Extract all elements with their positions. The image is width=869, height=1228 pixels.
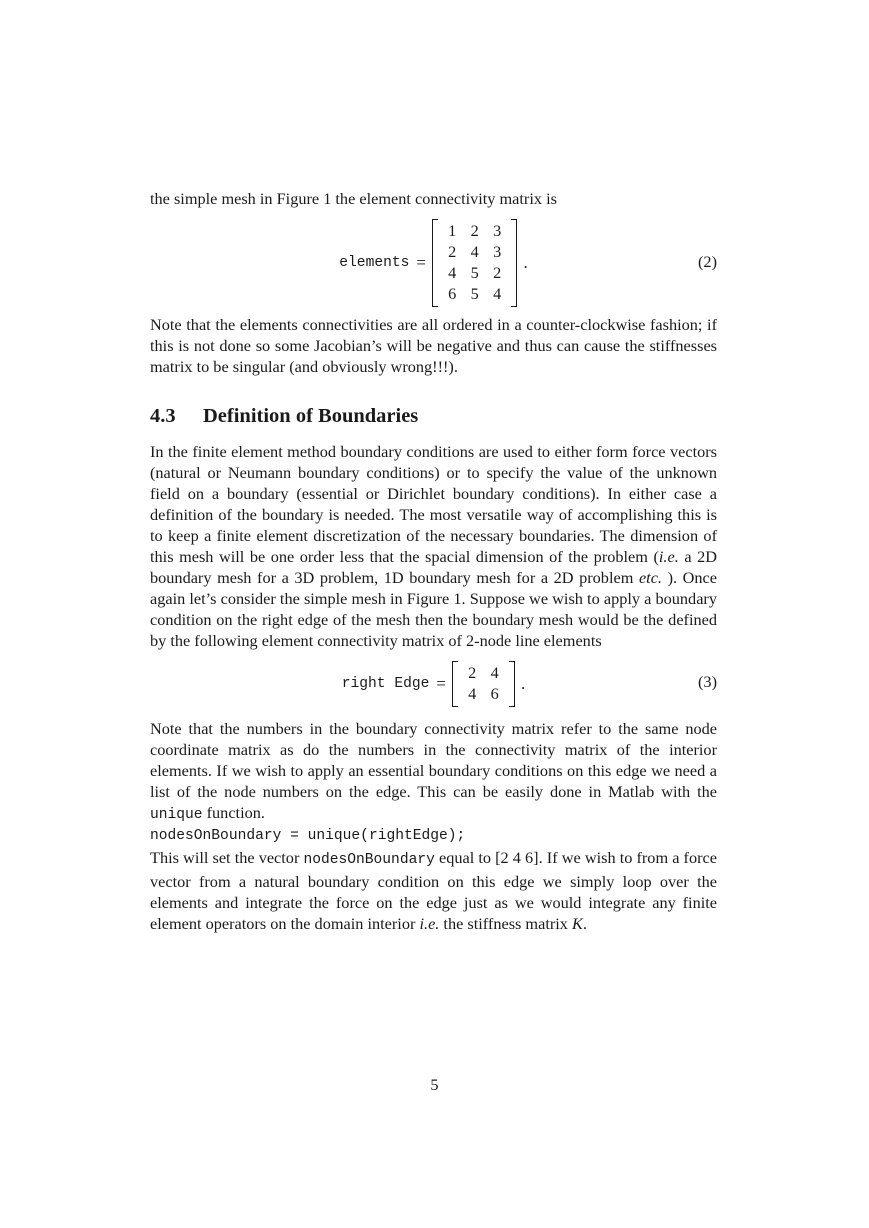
- italic-ie: i.e.: [419, 914, 440, 933]
- text-span: function.: [202, 803, 265, 822]
- equation-number: (2): [698, 252, 717, 271]
- equals-sign: =: [436, 674, 446, 693]
- matrix-cell: 2: [470, 221, 479, 241]
- page-body: [150, 188, 717, 934]
- boundary-matrix: [452, 663, 515, 705]
- text-span: .: [582, 914, 587, 933]
- section-heading: [150, 403, 717, 429]
- matrix-cell: 5: [470, 283, 479, 303]
- equation-number: (3): [698, 672, 717, 691]
- matrix-cell: 5: [470, 263, 479, 282]
- matrix-cell: 3: [493, 242, 502, 262]
- text-span: ). Once again let’s consider the simple mesh in Figure 1. Suppose we wish to apply a boundary condition on the right edge of the mesh then the boundary mesh would be the defined by the following element connectivity matrix of 2-node line elements: [150, 568, 718, 650]
- section-title: Definition of Boundaries: [203, 405, 419, 427]
- boundaries-paragraph: [150, 441, 717, 651]
- final-paragraph: [150, 847, 717, 934]
- period: .: [520, 674, 526, 693]
- text-span: a 2D boundary mesh for a 3D problem, 1D boundary mesh for a 2D problem: [150, 547, 718, 587]
- matrix-cell: 2: [493, 263, 502, 282]
- connectivity-matrix: [432, 221, 518, 304]
- matrix-cell: 4: [490, 663, 499, 683]
- note-paragraph: Note that the elements connectivities are all ordered in a counter-clockwise fashion; if this is not done so some Jacobian’s will be negative and thus can cause the stiffnesses matrix to be singular (and obviously wrong!!!).: [150, 315, 717, 376]
- matrix-cell: 6: [448, 283, 457, 303]
- italic-ie: i.e.: [658, 547, 679, 566]
- matrix-cell: 4: [448, 263, 457, 282]
- inline-code: unique: [150, 807, 203, 823]
- equation-lhs: elements: [339, 255, 410, 271]
- matrix-cell: 6: [490, 684, 499, 703]
- text-span: the stiffness matrix: [439, 914, 573, 933]
- inline-code: nodesOnBoundary: [303, 852, 435, 868]
- equation-2: [150, 218, 717, 308]
- matrix-cell: 4: [468, 684, 477, 703]
- page-number: 5: [430, 1075, 439, 1094]
- matrix-cell: 1: [448, 221, 457, 241]
- italic-etc: etc.: [638, 568, 662, 587]
- matrix-cell: 2: [448, 242, 457, 262]
- equals-sign: =: [416, 253, 426, 272]
- equation-lhs: right Edge: [341, 676, 430, 692]
- matrix-cell: 2: [468, 663, 477, 683]
- equation-3: [150, 659, 717, 709]
- period: .: [523, 253, 528, 272]
- matrix-cell: 4: [470, 242, 479, 262]
- text-span: This will set the vector: [150, 848, 304, 867]
- boundary-note-paragraph: [150, 718, 717, 826]
- matrix-cell: 3: [493, 221, 502, 241]
- section-number: 4.3: [150, 405, 176, 427]
- text-span: Note that the numbers in the boundary connectivity matrix refer to the same node coordinate matrix as do the numbers in the connectivity matrix of the interior elements. If we wish to apply an essential boundary conditions on this edge we need a list of the node numbers on the edge. This can be easily done in Matlab with the: [150, 719, 717, 801]
- code-line: nodesOnBoundary = unique(rightEdge);: [150, 828, 466, 844]
- text-span: equal to [2 4 6]. If we wish to from a force vector from a natural boundary condition on this edge we simply loop over the elements and integrate the force on the edge just as we would integrate any finite element operators on the domain interior: [150, 848, 717, 933]
- text-span: In the finite element method boundary conditions are used to either form force vectors (natural or Neumann boundary conditions) or to specify the value of the unknown field on a boundary (essential or Dirichlet boundary conditions). In either case a definition of the boundary is needed. The most versatile way of accomplishing this is to keep a finite element discretization of the necessary boundaries. The dimension of this mesh will be one order less that the spacial dimension of the problem (: [150, 442, 717, 566]
- matrix-cell: 4: [493, 283, 502, 303]
- intro-text: the simple mesh in Figure 1 the element connectivity matrix is: [150, 189, 557, 208]
- italic-k: K: [572, 914, 583, 933]
